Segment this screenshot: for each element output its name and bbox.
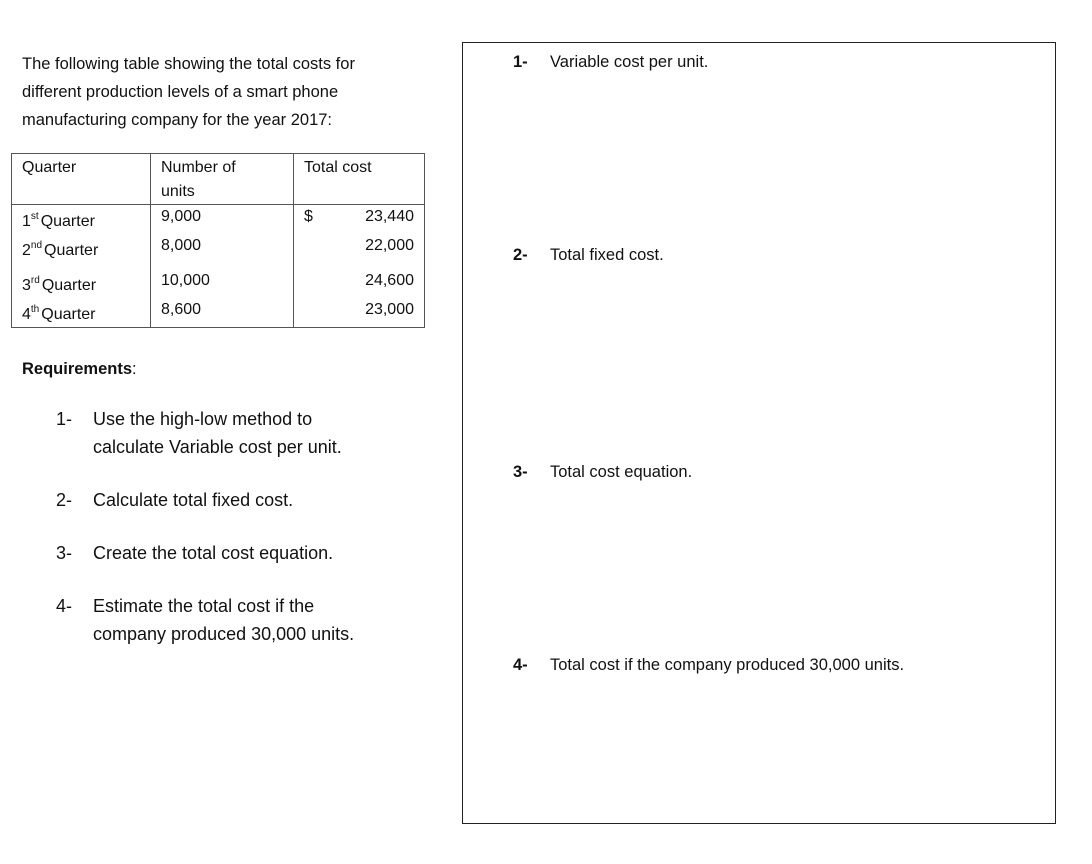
quarter-suffix: rd <box>30 275 40 286</box>
cost-cell <box>294 298 425 328</box>
header-units <box>151 154 294 205</box>
table-row <box>12 298 425 328</box>
answer-label: Total cost equation. <box>550 463 693 481</box>
item-number: 2- <box>56 490 73 510</box>
units-cell: 8,000 <box>151 234 294 263</box>
answer-item <box>513 463 692 482</box>
table-row <box>12 205 425 235</box>
answer-label: Variable cost per unit. <box>550 53 709 71</box>
item-line: Calculate total fixed cost. <box>93 490 294 510</box>
quarter-cell <box>12 298 151 328</box>
quarter-cell <box>12 263 151 298</box>
quarter-suffix: nd <box>30 240 43 251</box>
item-line: company produced 30,000 units. <box>93 624 355 644</box>
item-number: 4- <box>56 596 73 616</box>
answer-label: Total fixed cost. <box>550 246 664 264</box>
header-units-line1: Number of <box>161 159 236 176</box>
item-number: 3- <box>56 543 73 563</box>
item-text <box>93 405 342 461</box>
header-quarter: Quarter <box>12 154 151 205</box>
cost-cell <box>294 205 425 235</box>
table-row <box>12 234 425 263</box>
list-item <box>56 405 436 461</box>
intro-line: manufacturing company for the year 2017: <box>22 111 333 129</box>
quarter-cell <box>12 205 151 235</box>
requirements-heading <box>22 360 137 379</box>
quarter-number: 2 <box>22 242 31 259</box>
quarter-suffix: th <box>30 304 40 315</box>
quarter-number: 1 <box>22 213 31 230</box>
quarter-cell <box>12 234 151 263</box>
answer-number: 2- <box>513 246 528 264</box>
item-text <box>93 486 293 514</box>
cost-table <box>11 153 425 328</box>
intro-line: different production levels of a smart phone <box>22 83 339 101</box>
quarter-label: Quarter <box>44 242 99 259</box>
answer-item <box>513 246 664 265</box>
answer-item <box>513 656 904 675</box>
item-text <box>93 539 333 567</box>
header-total-cost: Total cost <box>294 154 425 205</box>
quarter-label: Quarter <box>41 306 96 323</box>
intro-paragraph <box>22 50 422 134</box>
quarter-suffix: st <box>30 211 39 222</box>
answer-number: 4- <box>513 656 528 674</box>
quarter-label: Quarter <box>40 213 95 230</box>
answer-label: Total cost if the company produced 30,000 units. <box>550 656 905 674</box>
list-item <box>56 486 436 514</box>
units-cell: 8,600 <box>151 298 294 328</box>
item-text <box>93 592 354 648</box>
cost-cell <box>294 234 425 263</box>
header-units-line2: units <box>161 183 195 200</box>
item-number: 1- <box>56 409 73 429</box>
requirements-list <box>56 405 436 673</box>
item-line: Create the total cost equation. <box>93 543 334 563</box>
table-row <box>12 263 425 298</box>
answer-number: 1- <box>513 53 528 71</box>
list-item <box>56 539 436 567</box>
answer-number: 3- <box>513 463 528 481</box>
table-header-row <box>12 154 425 205</box>
quarter-label: Quarter <box>41 277 97 294</box>
cost-amount: 23,440 <box>365 208 414 225</box>
cost-amount: 22,000 <box>365 237 414 254</box>
item-line: Estimate the total cost if the <box>93 596 315 616</box>
quarter-number: 3 <box>22 277 31 294</box>
units-cell: 9,000 <box>151 205 294 235</box>
units-cell: 10,000 <box>151 263 294 298</box>
answer-item <box>513 53 708 72</box>
list-item <box>56 592 436 648</box>
intro-line: The following table showing the total costs for <box>22 55 355 73</box>
cost-cell <box>294 263 425 298</box>
item-line: Use the high-low method to <box>93 409 313 429</box>
requirements-heading-text: Requirements <box>22 360 133 378</box>
quarter-number: 4 <box>22 306 31 323</box>
answer-box <box>462 42 1056 824</box>
currency-symbol: $ <box>304 208 313 225</box>
cost-amount: 24,600 <box>365 272 414 289</box>
cost-amount: 23,000 <box>365 301 414 318</box>
requirements-colon: : <box>132 360 137 378</box>
item-line: calculate Variable cost per unit. <box>93 437 342 457</box>
